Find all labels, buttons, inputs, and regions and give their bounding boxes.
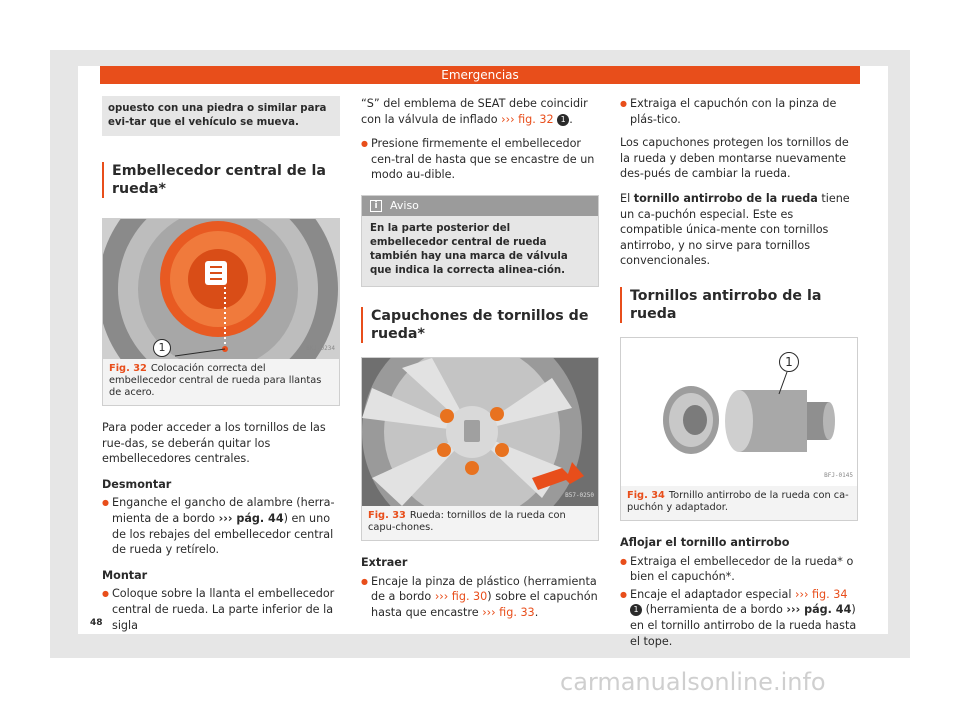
text: Enganche el gancho de alambre (herra-mienta de a bordo [112, 496, 335, 525]
antitheft-bolt-image [621, 338, 857, 486]
subheading-montar: Montar [102, 568, 148, 582]
intro-note: opuesto con una piedra o similar para evi-tar que el vehículo se mueva. [102, 96, 340, 136]
list-item [102, 495, 340, 557]
list-item: ● Encaje la pinza de plástico (herramienta de a bordo ››› fig. 30) sobre el capuchón hasta que encastre ››› fig. 33. [361, 574, 599, 621]
callout-marker: 1 [630, 604, 642, 616]
column-3 [620, 96, 858, 651]
section-title-capuchones: Capuchones de tornillos de rueda* [361, 307, 599, 343]
paragraph [620, 191, 858, 269]
paragraph: Los capuchones protegen los tornillos de la rueda y deben montarse nuevamente des-pués de cambiar la rueda. [620, 136, 849, 181]
list-item: ● Coloque sobre la llanta el embellecedor central de rueda. La parte inferior de la sigla [102, 586, 340, 633]
figure-caption [103, 359, 339, 405]
text: ) sobre el capuchón hasta que encastre [371, 590, 598, 619]
antitheft-bolt-illustration [621, 338, 857, 486]
page-number: 48 [90, 618, 103, 628]
paragraph: “S” del emblema de SEAT debe coincidir con la válvula de inflado ››› fig. 32 1 . [361, 97, 588, 126]
text: (herramienta de a bordo [645, 603, 783, 617]
figure-33 [361, 357, 599, 541]
text: ) en el tornillo antirrobo de la rueda hasta el tope. [630, 603, 857, 648]
figure-code: B57-0250 [565, 492, 594, 500]
subheading-desmontar: Desmontar [102, 477, 172, 491]
text: tiene un ca-puchón especial. Este es compatible única-mente con tornillos antirrobo, y no sirve para tornillos convencionales. [620, 191, 850, 268]
figure-caption-text: Rueda: tornillos de la rueda con capu-chones. [368, 509, 566, 533]
paragraph: Para poder acceder a los tornillos de las rue-das, se deberán quitar los embellecedores centrales. [102, 421, 326, 466]
figure-caption [362, 506, 598, 540]
chapter-header: Emergencias [100, 66, 860, 84]
figure-34 [620, 337, 858, 521]
callout-1: 1 [153, 339, 171, 357]
list-item [620, 587, 858, 649]
list-item: ● Presione firmemente el embellecedor cen-tral de hasta que se encastre de un modo au-dible. [361, 136, 599, 183]
text: Encaje el adaptador especial [630, 587, 792, 601]
subheading-extraer: Extraer [361, 555, 408, 569]
text: “S” del emblema de SEAT debe coincidir con la válvula de inflado [361, 97, 588, 126]
notice-text: En la parte posterior del embellecedor central de rueda también hay una marca de válvula que indica la correcta alinea-ción. [362, 216, 598, 286]
figure-caption [621, 486, 857, 520]
callout-1: 1 [779, 352, 799, 372]
section-title-antirrobo: Tornillos antirrobo de la rueda [620, 287, 858, 323]
wheel-bolts-image [362, 358, 598, 506]
list-item: ● Extraiga el capuchón con la pinza de plás-tico. [620, 96, 858, 127]
wheel-bolts-illustration [362, 358, 598, 506]
figure-link[interactable]: ››› fig. 33 [482, 605, 535, 619]
figure-link[interactable]: ››› fig. 32 [501, 112, 554, 126]
figure-caption-text: Colocación correcta del embellecedor central de rueda para llantas de acero. [109, 363, 322, 398]
watermark: carmanualsonline.info [560, 668, 826, 696]
section-title-embellecedor: Embellecedor central de la rueda* [102, 162, 340, 198]
figure-code: BKJ-0234 [306, 345, 335, 353]
column-2 [361, 96, 599, 622]
callout-marker: 1 [557, 114, 569, 126]
text: El [620, 191, 631, 205]
figure-caption-text: Tornillo antirrobo de la rueda con ca-puchón y adaptador. [627, 489, 849, 513]
subheading-aflojar: Aflojar el tornillo antirrobo [620, 535, 790, 549]
list-item: ● Extraiga el embellecedor de la rueda* o bien el capuchón*. [620, 554, 858, 585]
figure-link[interactable]: ››› fig. 30 [434, 590, 488, 604]
wheel-cover-image [103, 219, 339, 359]
text: ) en uno de los rebajes del embellecedor central de rueda y retírelo. [112, 511, 334, 557]
figure-label: Fig. 33 [368, 509, 406, 521]
text: Encaje la pinza de plástico (herramienta de a bordo [371, 574, 597, 604]
figure-label: Fig. 32 [109, 363, 147, 374]
column-1 [102, 96, 340, 635]
figure-link[interactable]: ››› fig. 34 [795, 587, 848, 601]
figure-code: BFJ-0145 [824, 472, 853, 480]
notice-header [362, 196, 598, 216]
info-icon: i [370, 200, 382, 212]
figure-label: Fig. 34 [627, 489, 665, 501]
page-link[interactable]: ››› pág. 44 [786, 603, 852, 617]
bold-term: tornillo antirrobo de la rueda [633, 191, 818, 205]
wheel-cover-illustration [103, 219, 339, 359]
notice-title: Aviso [390, 198, 419, 212]
page-link[interactable]: ››› pág. 44 [218, 511, 284, 525]
notice-box [361, 195, 599, 287]
figure-32 [102, 218, 340, 406]
